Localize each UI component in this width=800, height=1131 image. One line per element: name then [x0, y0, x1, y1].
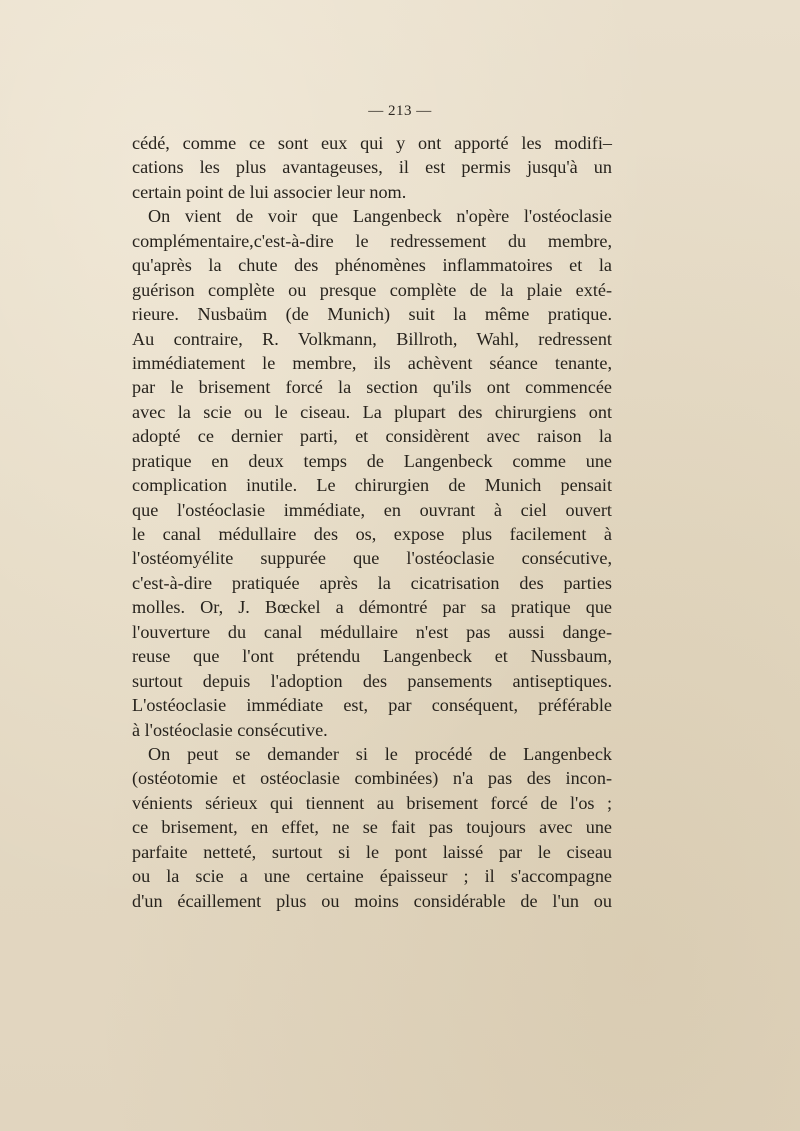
text-line: vénients sérieux qui tiennent au brisement forcé de l'os ;: [132, 792, 612, 813]
page-number: — 213 —: [368, 103, 432, 119]
text-line: avec la scie ou le ciseau. La plupart des chirurgiens ont: [132, 401, 612, 422]
text-line: L'ostéoclasie immédiate est, par conséquent, préférable: [132, 695, 612, 716]
text-line: complémentaire,c'est-à-dire le redressement du membre,: [132, 230, 612, 251]
text-line: adopté ce dernier parti, et considèrent avec raison la: [132, 426, 612, 447]
text-line: On peut se demander si le procédé de Langenbeck: [148, 743, 612, 764]
text-line: surtout depuis l'adoption des pansements antiseptiques.: [132, 670, 612, 691]
text-line: cédé, comme ce sont eux qui y ont apporté les modifi–: [132, 133, 612, 153]
text-line: guérison complète ou presque complète de la plaie exté-: [132, 279, 612, 300]
text-line: à l'ostéoclasie consécutive.: [132, 719, 328, 740]
text-line: ou la scie a une certaine épaisseur ; il s'accompagne: [132, 866, 612, 887]
text-line: qu'après la chute des phénomènes inflammatoires et la: [132, 255, 612, 276]
text-line: ce brisement, en effet, ne se fait pas toujours avec une: [132, 817, 612, 838]
text-line: immédiatement le membre, ils achèvent séance tenante,: [132, 352, 612, 373]
text-line: molles. Or, J. Bœckel a démontré par sa pratique que: [132, 597, 612, 618]
text-line: c'est-à-dire pratiquée après la cicatrisation des parties: [132, 572, 612, 593]
text-line: (ostéotomie et ostéoclasie combinées) n'a pas des incon-: [132, 768, 612, 789]
text-line: l'ostéomyélite suppurée que l'ostéoclasie consécutive,: [132, 548, 612, 569]
text-line: On vient de voir que Langenbeck n'opère l'ostéoclasie: [148, 206, 612, 227]
text-line: que l'ostéoclasie immédiate, en ouvrant à ciel ouvert: [132, 499, 612, 520]
text-line: le canal médullaire des os, expose plus facilement à: [132, 524, 612, 544]
text-line: complication inutile. Le chirurgien de Munich pensait: [132, 475, 612, 496]
text-line: cations les plus avantageuses, il est permis jusqu'à un: [132, 157, 612, 178]
text-line: l'ouverture du canal médullaire n'est pas aussi dange-: [132, 621, 612, 642]
text-line: rieure. Nusbaüm (de Munich) suit la même pratique.: [132, 304, 612, 325]
text-line: parfaite netteté, surtout si le pont laissé par le ciseau: [132, 841, 612, 862]
body-text: [132, 131, 612, 913]
text-line: reuse que l'ont prétendu Langenbeck et Nussbaum,: [132, 646, 612, 667]
text-line: certain point de lui associer leur nom.: [132, 181, 407, 202]
text-line: Au contraire, R. Volkmann, Billroth, Wahl, redressent: [132, 328, 612, 349]
text-line: pratique en deux temps de Langenbeck comme une: [132, 450, 612, 471]
text-line: par le brisement forcé la section qu'ils ont commencée: [132, 377, 612, 398]
text-line: d'un écaillement plus ou moins considérable de l'un ou: [132, 890, 612, 911]
